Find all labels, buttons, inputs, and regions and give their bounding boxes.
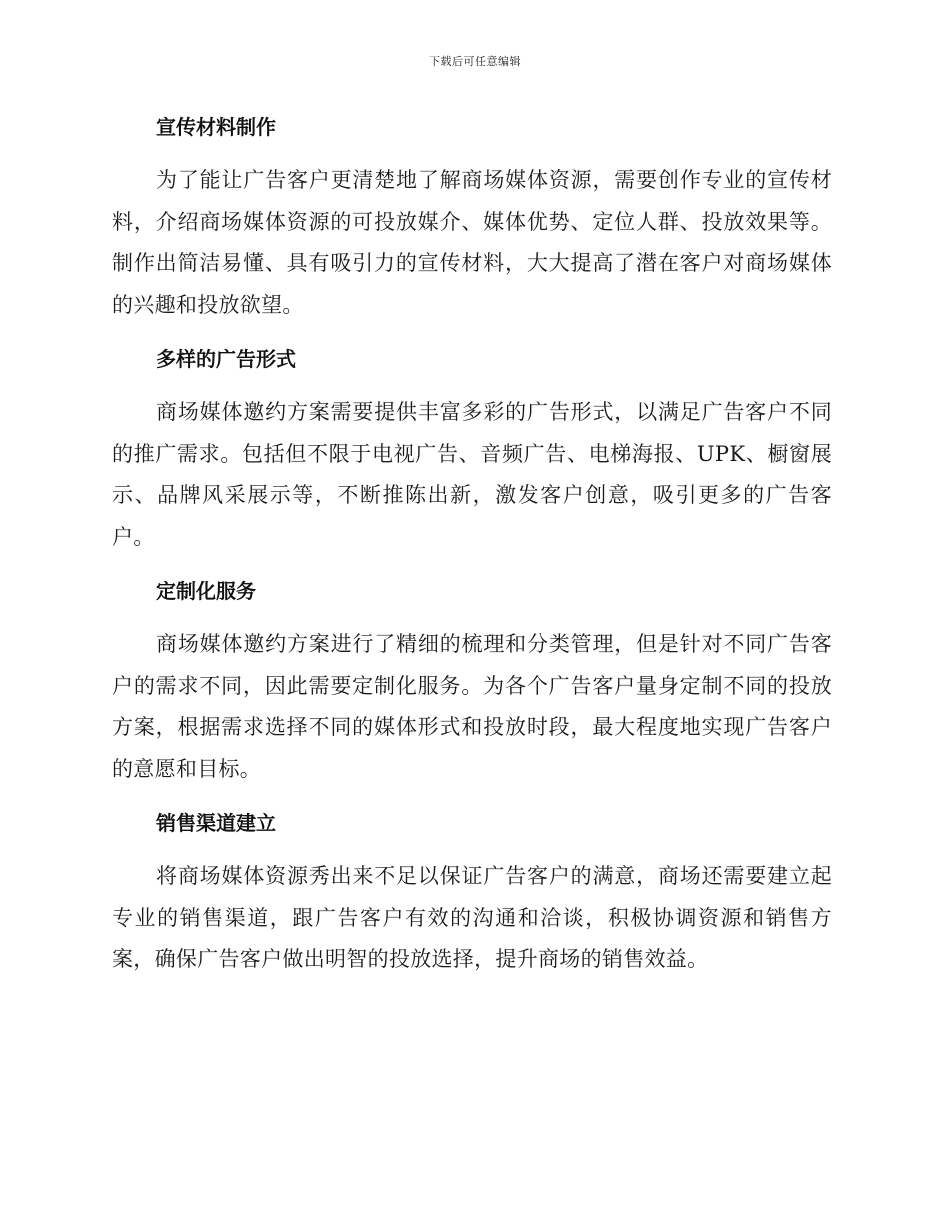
section-body: 商场媒体邀约方案需要提供丰富多彩的广告形式，以满足广告客户不同的推广需求。包括但不限于电视广告、音频广告、电梯海报、UPK、橱窗展示、品牌风采展示等，不断推陈出新，激发客户创意，吸引更多的广告客户。 bbox=[112, 400, 832, 549]
section-heading: 多样的广告形式 bbox=[156, 347, 296, 371]
section-ad-formats bbox=[112, 340, 832, 558]
section-sales-channel bbox=[112, 804, 832, 981]
document-content bbox=[112, 108, 832, 995]
section-body: 为了能让广告客户更清楚地了解商场媒体资源，需要创作专业的宣传材料，介绍商场媒体资源的可投放媒介、媒体优势、定位人群、投放效果等。制作出简洁易懂、具有吸引力的宣传材料，大大提高了潜在客户对商场媒体的兴趣和投放欲望。 bbox=[112, 168, 832, 317]
section-custom-service bbox=[112, 572, 832, 790]
section-body: 将商场媒体资源秀出来不足以保证广告客户的满意，商场还需要建立起专业的销售渠道，跟广告客户有效的沟通和洽谈，积极协调资源和销售方案，确保广告客户做出明智的投放选择，提升商场的销售效益。 bbox=[112, 864, 832, 971]
section-heading: 宣传材料制作 bbox=[156, 115, 276, 139]
section-body: 商场媒体邀约方案进行了精细的梳理和分类管理，但是针对不同广告客户的需求不同，因此需要定制化服务。为各个广告客户量身定制不同的投放方案，根据需求选择不同的媒体形式和投放时段，最大程度地实现广告客户的意愿和目标。 bbox=[112, 632, 832, 781]
header-note: 下载后可任意编辑 bbox=[429, 55, 521, 68]
section-heading: 定制化服务 bbox=[156, 579, 256, 603]
section-heading: 销售渠道建立 bbox=[156, 811, 276, 835]
section-promo-materials bbox=[112, 108, 832, 326]
